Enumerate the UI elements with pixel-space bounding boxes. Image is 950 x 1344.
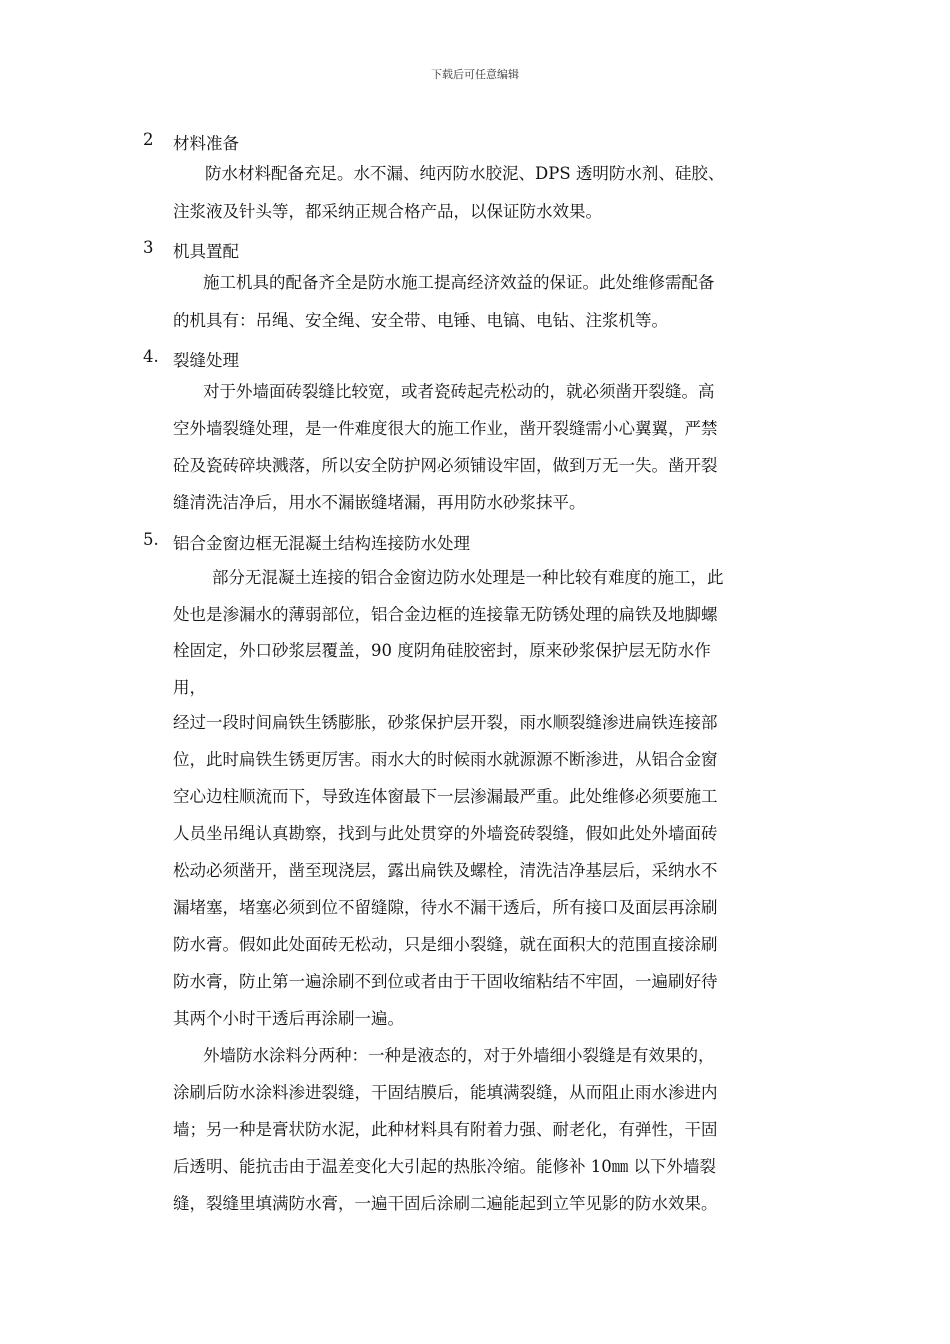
paragraph-line: 的机具有：吊绳、安全绳、安全带、电锤、电镐、电钻、注浆机等。: [173, 311, 668, 330]
paragraph-line: 砼及瓷砖碎块溅落，所以安全防护网必须铺设牢固，做到万无一失。凿开裂: [173, 456, 718, 475]
section-title: 铝合金窗边框无混凝土结构连接防水处理: [173, 534, 470, 553]
paragraph-line: 缝，裂缝里填满防水膏，一遍干固后涂刷二遍能起到立竿见影的防水效果。: [173, 1194, 718, 1213]
paragraph-line: 后透明、能抗击由于温差变化大引起的热胀冷缩。能修补 10㎜ 以下外墙裂: [173, 1157, 716, 1176]
paragraph-line: 空心边柱顺流而下，导致连体窗最下一层渗漏最严重。此处维修必须要施工: [173, 787, 718, 806]
paragraph-line: 外墙防水涂料分两种：一种是液态的，对于外墙细小裂缝是有效果的，: [203, 1046, 715, 1065]
paragraph-line: 缝清洗洁净后，用水不漏嵌缝堵漏，再用防水砂浆抹平。: [173, 493, 586, 512]
paragraph-line: 涂刷后防水涂料渗进裂缝，干固结膜后，能填满裂缝，从而阻止雨水渗进内: [173, 1083, 718, 1102]
paragraph-line: 防水膏。假如此处面砖无松动，只是细小裂缝，就在面积大的范围直接涂刷: [173, 935, 718, 954]
section-number: 3: [143, 238, 154, 257]
paragraph-line: 经过一段时间扁铁生锈膨胀，砂浆保护层开裂，雨水顺裂缝渗进扁铁连接部: [173, 713, 718, 732]
paragraph-line: 处也是渗漏水的薄弱部位，铝合金边框的连接靠无防锈处理的扁铁及地脚螺: [173, 605, 718, 624]
paragraph-line: 防水膏，防止第一遍涂刷不到位或者由于干固收缩粘结不牢固，一遍刷好待: [173, 972, 718, 991]
section-title: 裂缝处理: [173, 351, 239, 370]
paragraph-line: 用，: [173, 678, 206, 697]
paragraph-line: 部分无混凝土连接的铝合金窗边防水处理是一种比较有难度的施工，此: [212, 568, 724, 587]
paragraph-line: 位，此时扁铁生锈更厉害。雨水大的时候雨水就源源不断渗进，从铝合金窗: [173, 750, 718, 769]
paragraph-line: 松动必须凿开，凿至现浇层，露出扁铁及螺栓，清洗洁净基层后，采纳水不: [173, 861, 718, 880]
paragraph-line: 空外墙裂缝处理，是一件难度很大的施工作业，凿开裂缝需小心翼翼，严禁: [173, 419, 718, 438]
paragraph-line: 其两个小时干透后再涂刷一遍。: [173, 1009, 404, 1028]
paragraph-line: 栓固定，外口砂浆层覆盖，90 度阴角硅胶密封，原来砂浆保护层无防水作: [173, 641, 711, 660]
paragraph-line: 人员坐吊绳认真勘察，找到与此处贯穿的外墙瓷砖裂缝，假如此处外墙面砖: [173, 824, 718, 843]
section-number: 4.: [143, 347, 159, 366]
section-number: 2: [143, 130, 154, 149]
section-title: 材料准备: [173, 134, 239, 153]
section-title: 机具置配: [173, 242, 239, 261]
page-header: 下载后可任意编辑: [431, 68, 519, 81]
paragraph-line: 对于外墙面砖裂缝比较宽，或者瓷砖起壳松动的，就必须凿开裂缝。高: [203, 382, 715, 401]
paragraph-line: 漏堵塞，堵塞必须到位不留缝隙，待水不漏干透后，所有接口及面层再涂刷: [173, 898, 718, 917]
section-number: 5.: [143, 530, 159, 549]
paragraph-line: 墙；另一种是膏状防水泥，此种材料具有附着力强、耐老化，有弹性，干固: [173, 1120, 718, 1139]
paragraph-line: 防水材料配备充足。水不漏、纯丙防水胶泥、DPS 透明防水剂、硅胶、: [205, 164, 725, 183]
paragraph-line: 施工机具的配备齐全是防水施工提高经济效益的保证。此处维修需配备: [203, 273, 715, 292]
paragraph-line: 注浆液及针头等，都采纳正规合格产品，以保证防水效果。: [173, 202, 602, 221]
